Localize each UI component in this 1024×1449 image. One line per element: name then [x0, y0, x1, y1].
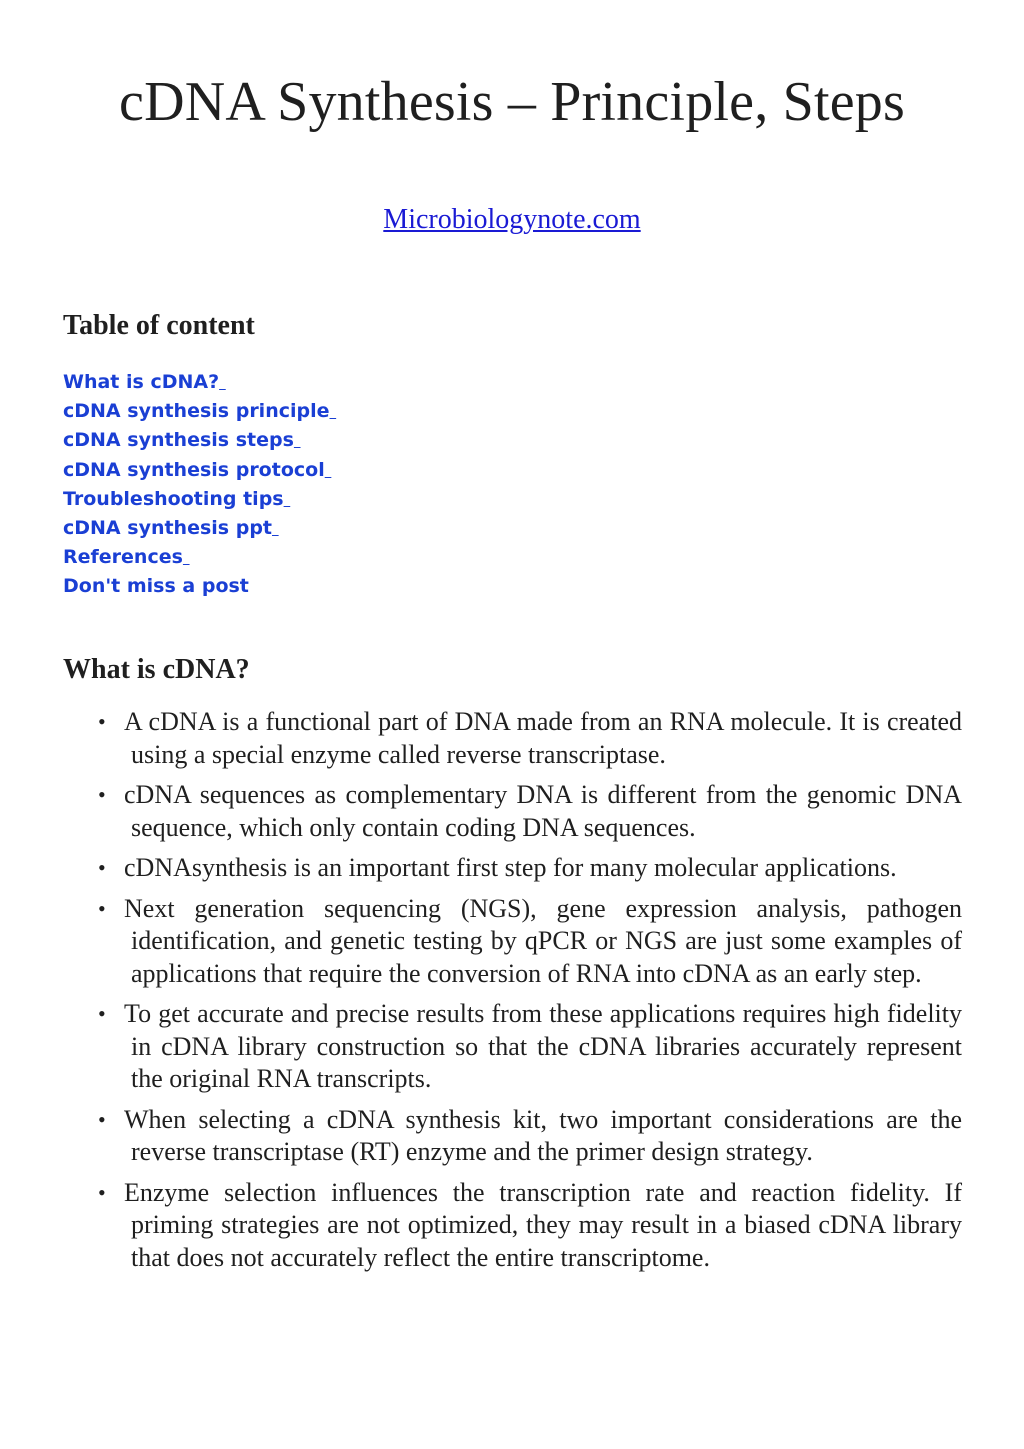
toc-link-label: References: [63, 546, 183, 569]
toc-item: [63, 572, 336, 601]
site-link[interactable]: Microbiologynote.com: [383, 204, 641, 235]
toc-link-trail: [284, 488, 291, 510]
page-title: cDNA Synthesis – Principle, Steps: [119, 71, 905, 133]
list-item-text: To get accurate and precise results from these applications requires high fidelity in cDNA library construction so that the cDNA libraries accurately represent the original RNA transcripts.: [124, 999, 962, 1093]
bullet-icon: •: [98, 855, 106, 880]
toc-link-label: cDNA synthesis protocol: [63, 458, 325, 481]
toc-item: [63, 543, 336, 572]
table-of-contents: [63, 368, 336, 602]
list-item: [98, 1177, 962, 1275]
toc-link-ppt[interactable]: [63, 517, 279, 539]
section-heading: What is cDNA?: [63, 654, 250, 685]
bullet-icon: •: [98, 1106, 106, 1132]
list-item: [98, 998, 962, 1096]
toc-link-trail: [325, 459, 332, 481]
toc-item: [63, 426, 336, 455]
toc-link-label: cDNA synthesis principle: [63, 400, 330, 423]
toc-link-trail: [219, 371, 226, 393]
bullet-list: [98, 706, 962, 1282]
list-item-text: Next generation sequencing (NGS), gene expression analysis, pathogen identification, and genetic testing by qPCR or NGS are just some examples of applications that require the conversion of RNA into cDNA as an early step.: [124, 893, 962, 988]
bullet-icon: •: [98, 709, 106, 734]
list-item-text: When selecting a cDNA synthesis kit, two important considerations are the reverse transcriptase (RT) enzyme and the primer design strategy.: [124, 1104, 962, 1166]
site-link-container: [0, 204, 1024, 236]
toc-link-trail: [183, 546, 190, 568]
toc-link-label: cDNA synthesis ppt: [63, 517, 272, 540]
list-item-text: Enzyme selection influences the transcription rate and reaction fidelity. If priming strategies are not optimized, they may result in a biased cDNA library that does not accurately reflect the entire transcriptome.: [124, 1177, 962, 1272]
toc-link-label: cDNA synthesis steps: [63, 429, 294, 452]
list-item: [98, 852, 962, 885]
toc-link-steps[interactable]: [63, 429, 301, 451]
list-item: [98, 779, 962, 844]
toc-item: [63, 456, 336, 485]
toc-link-trail: [272, 517, 279, 539]
list-item: [98, 1104, 962, 1169]
list-item: [98, 706, 962, 771]
bullet-icon: •: [98, 782, 106, 807]
toc-item: [63, 368, 336, 397]
toc-item: [63, 514, 336, 543]
toc-link-label: Troubleshooting tips: [63, 487, 284, 510]
bullet-icon: •: [98, 895, 106, 921]
toc-item: [63, 485, 336, 514]
toc-link-references[interactable]: [63, 546, 190, 568]
toc-link-label: Don't miss a post: [63, 575, 249, 598]
bullet-icon: •: [98, 1179, 106, 1205]
toc-link-protocol[interactable]: [63, 459, 331, 481]
list-item-text: cDNA sequences as complementary DNA is different from the genomic DNA sequence, which only contain coding DNA sequences.: [124, 780, 962, 842]
toc-link-troubleshooting[interactable]: [63, 488, 290, 510]
toc-link-dont-miss[interactable]: [63, 575, 249, 597]
list-item-text: cDNAsynthesis is an important first step for many molecular applications.: [124, 853, 897, 882]
toc-link-label: What is cDNA?: [63, 371, 220, 393]
toc-link-trail: [330, 400, 337, 422]
toc-link-principle[interactable]: [63, 400, 336, 422]
bullet-icon: •: [98, 1001, 106, 1026]
toc-heading: Table of content: [63, 310, 255, 341]
toc-item: [63, 397, 336, 426]
list-item-text: A cDNA is a functional part of DNA made from an RNA molecule. It is created using a special enzyme called reverse transcriptase.: [124, 707, 962, 769]
toc-link-what-is-cdna[interactable]: [63, 371, 226, 393]
list-item: [98, 893, 962, 991]
toc-link-trail: [294, 429, 301, 451]
